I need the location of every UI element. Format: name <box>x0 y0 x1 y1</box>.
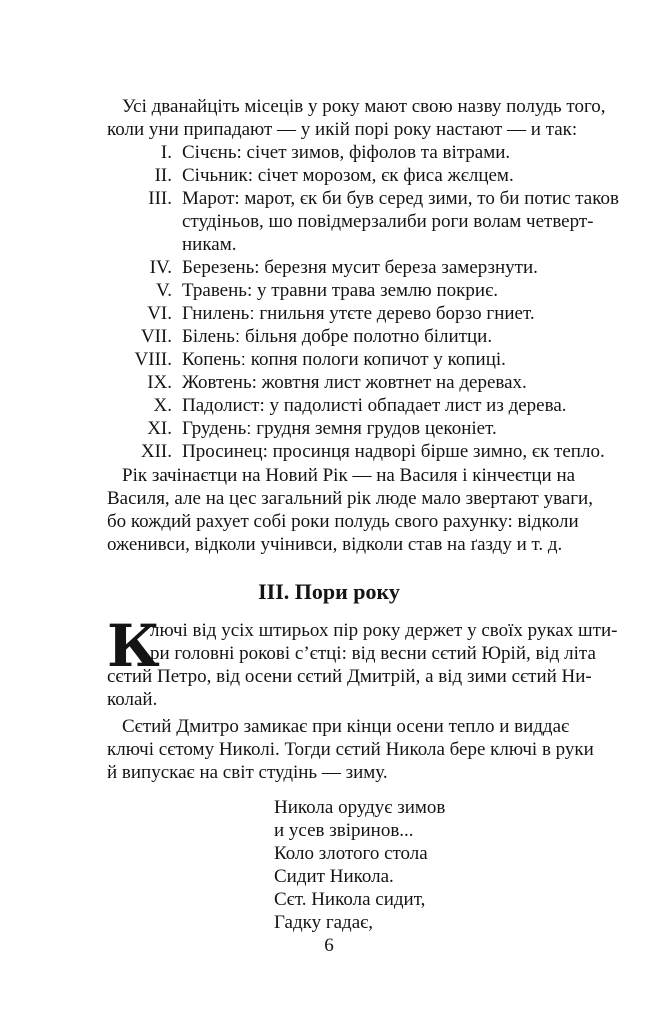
month-number: IV. <box>149 257 172 278</box>
month-text: Гниленьː гнильня утєте дерево борзо гниет. <box>182 303 535 324</box>
month-number: XI. <box>147 418 172 439</box>
month-text: Біленьː більня добре полотно білитци. <box>182 326 493 347</box>
month-number: V. <box>155 280 172 301</box>
paragraph-line: Рік зачінаєтци на Новий Рік — на Василя і кінчеєтци на <box>122 465 576 486</box>
month-number: XII. <box>140 441 172 462</box>
month-text: Просинец: просинця надворі бірше зимно, єк тепло. <box>182 441 605 462</box>
poem-line: Гадку гадає, <box>274 912 374 933</box>
month-text: Падолист: у падолисті обпадает лист из дерева. <box>182 395 567 416</box>
poem-line: Сидит Никола. <box>274 866 394 887</box>
month-text: Груденьː грудня земня грудов цеконіет. <box>182 418 497 439</box>
paragraph-line: колай. <box>107 689 158 710</box>
poem-line: Коло злотого стола <box>274 843 428 864</box>
month-text: Січєнь: січет зимов, фіфолов та вітрами. <box>182 142 511 163</box>
paragraph-line: лючі від усіх штирьох пір року держет у своїх руках шти- <box>150 620 618 641</box>
section-heading: III. Пори року <box>258 579 400 604</box>
drop-cap: К <box>107 612 160 680</box>
poem-line: Никола орудує зимов <box>274 797 446 818</box>
month-number: III. <box>148 188 172 209</box>
month-number: VII. <box>140 326 172 347</box>
paragraph-line: сєтий Петро, від осени сєтий Дмитрій, а від зими сєтий Ни- <box>107 666 592 687</box>
page-number: 6 <box>324 935 334 956</box>
paragraph-line: й випускає на світ студінь — зиму. <box>107 762 388 783</box>
month-text-continued: никам. <box>182 234 237 255</box>
paragraph-line: бо кождий рахует собі роки полудь свого рахунку: відколи <box>107 511 579 532</box>
month-text: Березень: березня мусит береза замерзнути. <box>182 257 538 278</box>
month-number: I. <box>160 142 172 163</box>
month-number: VIII. <box>134 349 172 370</box>
month-text: Жовтень: жовтня лист жовтнет на деревах. <box>182 372 527 393</box>
paragraph-line: Сєтий Дмитро замикає при кінци осени тепло и виддає <box>122 716 570 737</box>
paragraph-line: ключі сєтому Николі. Тогди сєтий Никола бере ключі в руки <box>107 739 594 760</box>
month-number: II. <box>154 165 172 186</box>
intro-line: Усі дванайціть місеців у року мают свою назву полудь того, <box>122 96 606 117</box>
intro-line: коли уни припадают — у икій порі року настают — и так: <box>107 119 578 140</box>
paragraph-line: Василя, але на цес загальний рік люде мало звертают уваги, <box>107 488 593 509</box>
paragraph-line: оженивси, відколи учінивси, відколи став на ґазду и т. д. <box>107 534 563 555</box>
month-number: VI. <box>147 303 172 324</box>
month-number: IX. <box>147 372 172 393</box>
month-text: Травень: у травни трава землю покриє. <box>182 280 498 301</box>
month-text: Січьник: січет морозом, єк фиса жєлцем. <box>182 165 514 186</box>
month-text: Копеньː копня пологи копичот у копиці. <box>182 349 506 370</box>
month-text: Марот: марот, єк би був серед зими, то би потис таков <box>182 188 619 209</box>
poem-line: Сєт. Никола сидит, <box>274 889 426 910</box>
month-number: X. <box>153 395 172 416</box>
poem-line: и усев звіринов... <box>274 820 414 841</box>
month-text-continued: студіньов, шо повідмерзалиби роги волам четверт- <box>182 211 594 232</box>
paragraph-line: ри головні рокові с’єтці: від весни сєтий Юрій, від літа <box>150 643 596 664</box>
